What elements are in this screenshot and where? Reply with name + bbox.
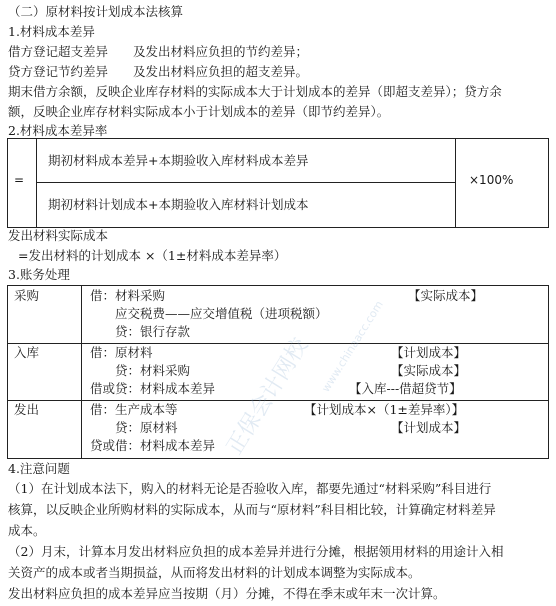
sec1-debit-text: 借方登记超支差异 及发出材料应负担的节约差异；: [8, 44, 309, 59]
entry-tag: 【入库---借超贷节】: [349, 381, 462, 396]
sec2-title: 2.材料成本差异率: [8, 123, 108, 138]
formula-box: [7, 138, 549, 228]
entry-line: 应交税费——应交增值税（进项税额）: [90, 306, 328, 321]
entry-tag: 【计划成本】: [391, 420, 467, 435]
sec1-credit-text: 贷方登记节约差异 及发出材料应负担的超支差异。: [8, 64, 309, 79]
row-divider: [8, 343, 548, 344]
sec1-title: 1.材料成本差异: [8, 24, 95, 39]
row-category: 采购: [14, 288, 40, 303]
row-category: 发出: [14, 402, 40, 417]
entry-line: 借：生产成本等: [90, 402, 178, 417]
entry-line: 贷：原材料: [90, 420, 178, 435]
entry-line: 借或贷：材料成本差异: [90, 381, 216, 396]
ledger-table: [7, 285, 549, 459]
entry-line: 贷：银行存款: [90, 324, 191, 339]
entry-tag: 【计划成本×（1±差异率）】: [304, 402, 465, 417]
watermark: 正保会计网校: [222, 333, 314, 460]
sec4-p3: 发出材料应负担的成本差异应当按期（月）分摊，不得在季末或年末一次计算。: [8, 586, 446, 601]
issue-cost-formula: =发出材料的计划成本 ×（1±材料成本差异率）: [18, 248, 287, 263]
sec4-p1-line1: （1）在计划成本法下，购入的材料无论是否验收入库，都要先通过“材料采购”科目进行: [8, 481, 492, 496]
entry-line: 贷：材料采购: [90, 363, 191, 378]
divider: [36, 139, 37, 227]
entry-tag: 【计划成本】: [391, 345, 467, 360]
section-heading: （二）原材料按计划成本法核算: [8, 4, 184, 19]
watermark-url: www.chinaacc.com: [319, 298, 386, 395]
entry-line: 借：材料采购: [90, 288, 166, 303]
entry-tag: 【实际成本】: [408, 288, 484, 303]
sec4-p1-line2: 核算，以反映企业所购材料的实际成本，从而与“原材料”科目相比较，计算确定材料差异: [8, 502, 496, 517]
fraction-bar: [36, 182, 455, 183]
sec3-title: 3.账务处理: [8, 267, 70, 282]
sec4-title: 4.注意问题: [8, 461, 70, 476]
sec1-para-line2: 额，反映企业库存材料实际成本小于计划成本的差异（即节约差异）。: [8, 104, 390, 119]
row-category: 入库: [14, 345, 40, 360]
divider: [455, 139, 456, 227]
issue-cost-title: 发出材料实际成本: [8, 228, 109, 243]
sec4-p2-line1: （2）月末，计算本月发出材料应负担的成本差异并进行分摊，根据领用材料的用途计入相: [8, 544, 504, 559]
equals-sign: =: [14, 173, 25, 187]
entry-line: 借：原材料: [90, 345, 153, 360]
sec4-p1-line3: 成本。: [8, 523, 46, 538]
formula-numerator: 期初材料成本差异+本期验收入库材料成本差异: [48, 153, 309, 168]
entry-line: 贷或借：材料成本差异: [90, 438, 216, 453]
sec4-p2-line2: 关资产的成本或者当期损益，从而将发出材料的计划成本调整为实际成本。: [8, 565, 421, 580]
formula-multiplier: ×100%: [469, 173, 514, 187]
entry-tag: 【实际成本】: [391, 363, 467, 378]
formula-denominator: 期初材料计划成本+本期验收入库材料计划成本: [48, 197, 309, 212]
column-divider: [81, 286, 82, 458]
row-divider: [8, 400, 548, 401]
sec1-para-line1: 期末借方余额，反映企业库存材料的实际成本大于计划成本的差异（即超支差异）；贷方余: [8, 84, 502, 99]
